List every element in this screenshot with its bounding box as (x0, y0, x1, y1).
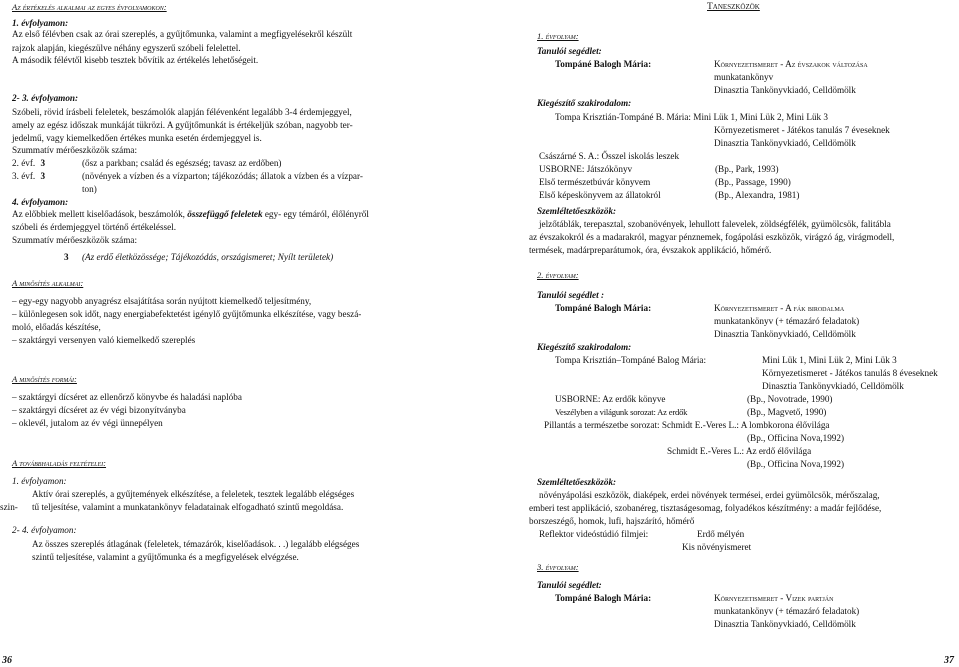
author-name: Tompáné Balogh Mária: (555, 593, 652, 603)
author-name: Tompáné Balogh Mária: (555, 303, 652, 313)
topics: (ősz a parkban; család és egészség; tavasz az erdőben) (82, 158, 282, 168)
book-title: Környezetismeret - Az évszakok változása (714, 59, 868, 69)
literature-line (555, 355, 897, 366)
grade-label: 3. évf. (12, 171, 36, 181)
literature-line: Környezetismeret - Játékos tanulás 7 éveseknek (714, 125, 890, 135)
grade3-tools-heading: 3. évfolyam: (537, 562, 579, 572)
literature-line: (Bp., Officina Nova,1992) (747, 433, 845, 443)
grade1-text-line: Az első félévben csak az órai szereplés, a gyűjtőmunka, valamint a megfigyelésekről készült (12, 29, 353, 39)
summative-row-grade4 (12, 252, 334, 263)
grade4-text-line (12, 209, 369, 220)
count-value: 3 (40, 171, 46, 181)
list-item: – oklevél, jutalom az év végi ünnepélyen (12, 418, 163, 428)
literature-line: Dinasztia Tankönyvkiadó, Celldömölk (762, 381, 904, 391)
progression-text-line (0, 502, 344, 513)
topics: (növények a vízben és a vízparton; tájékozódás; állatok a vízben és a vízpar- (82, 171, 363, 181)
student-aid-label: Tanulói segédlet: (537, 46, 602, 56)
student-aid-label: Tanulói segédlet : (537, 290, 605, 300)
visual-aids-text: termések, madárpreparátumok, óra, évszakok applikáció, hőmérő. (529, 245, 772, 255)
title-text: USBORNE: Játszókönyv (539, 164, 633, 174)
progression-grade1-heading: 1. évfolyamon: (12, 476, 67, 486)
literature-line: Császárné S. A.: Ősszel iskolás leszek (539, 151, 680, 161)
book-subtitle: munkatankönyv (+ témazáró feladatok) (714, 316, 860, 326)
summative-label: Szummatív mérőeszközök száma: (12, 145, 138, 155)
list-item: – szaktárgyi versenyen való kiemelkedő szereplés (12, 335, 196, 345)
summative-label: Szummatív mérőeszközök száma: (12, 235, 138, 245)
text-run: egy- egy témáról, élőlényről (262, 209, 369, 219)
grade23-text-line: amely az egész időszak munkáját tükrözi. A gyűjtőmunkát is értékeljük szóban, nagyobb ter- (12, 120, 353, 130)
list-item: – szaktárgyi dícséret az ellenőrző könyvbe és haladási naplóba (12, 392, 242, 402)
progression-grade24-heading: 2- 4. évfolyamon: (12, 525, 77, 535)
title-text: Első természetbúvár könyvem (539, 177, 651, 187)
literature-line (539, 164, 779, 175)
section-title-qualification-forms: A minősítés formái: (12, 374, 77, 384)
publisher-text: (Bp., Passage, 1990) (715, 177, 791, 187)
progression-text-line: szintű teljesítése, valamint a gyűjtőmunka és a megfigyelések elvégzése. (32, 552, 299, 562)
grade4-text-line: szóbeli és érdemjeggyel történő értékeléssel. (12, 222, 177, 232)
author-name: Tompáné Balogh Mária: (555, 59, 652, 69)
grade1-tools-heading: 1. évfolyam: (537, 31, 579, 41)
visual-aids-text: jelzőtáblák, terepasztal, szobanövények, lehullott falevelek, zöldségfélék, gyümölcsök, falitábla (539, 219, 891, 229)
grade23-text-line: jedelmű, vagy kiemelkedően értékes munka esetén érdemjeggyel is. (12, 133, 262, 143)
supplementary-literature-label: Kiegészítő szakirodalom: (537, 98, 632, 108)
grade1-text-line: rajzok alapján, kiegészülve néhány egyszerű szóbeli felelettel. (12, 43, 241, 53)
text-run: Az előbbiek mellett kiselőadások, beszámolók, (12, 209, 188, 219)
grade23-heading: 2- 3. évfolyamon: (12, 93, 79, 103)
page-header-tools: Taneszközök (707, 2, 760, 12)
publisher-text: (Bp., Park, 1993) (715, 164, 779, 174)
supplementary-literature-label: Kiegészítő szakirodalom: (537, 342, 632, 352)
progression-text-line: Az összes szereplés átlagának (feleletek, témazárók, kiselőadások. . .) legalább elégséges (32, 539, 360, 549)
label-text: Reflektor videóstúdió filmjei: (539, 529, 649, 539)
count-value: 3 (64, 252, 69, 262)
title-text: Első képeskönyvem az állatokról (539, 190, 661, 200)
book-publisher: Dinasztia Tankönyvkiadó, Celldömölk (714, 619, 856, 629)
hyphen-fragment: szin- (0, 502, 18, 512)
literature-line: Tompa Krisztián-Tompáné B. Mária: Mini Lük 1, Mini Lük 2, Mini Lük 3 (555, 112, 829, 122)
grade-label: 2. évf. (12, 158, 36, 168)
title-text: Mini Lük 1, Mini Lük 2, Mini Lük 3 (762, 355, 897, 365)
visual-aids-text (539, 529, 745, 540)
grade1-text-line: A második félévtől kisebb tesztek bővítik az értékelés lehetőségeit. (12, 55, 259, 65)
student-aid-label: Tanulói segédlet: (537, 580, 602, 590)
literature-line (539, 177, 791, 188)
literature-line: (Bp., Officina Nova,1992) (747, 459, 845, 469)
title-text: USBORNE: Az erdők könyve (555, 394, 666, 404)
publisher-text: (Bp., Alexandra, 1981) (715, 190, 800, 200)
literature-line (555, 407, 827, 418)
book-subtitle: munkatankönyv (+ témazáró feladatok) (714, 606, 860, 616)
book-title: Környezetismeret - Vizek partján (714, 593, 834, 603)
book-subtitle: munkatankönyv (714, 72, 774, 82)
topics-continuation: ton) (82, 184, 97, 194)
title-text: Veszélyben a világunk sorozat: Az erdők (555, 407, 688, 417)
count-value: 3 (40, 158, 46, 168)
section-title-qualification-occasions: A minősítés alkalmai: (12, 278, 84, 288)
visual-aids-text: növényápolási eszközök, diaképek, erdei növények termései, erdei gyümölcsök, mérőszalag, (539, 490, 880, 500)
list-item: – egy-egy nagyobb anyagrész elsajátítása során nyújtott kiemelkedő teljesítmény, (12, 296, 312, 306)
list-item-continuation: moló, előadás készítése, (12, 322, 101, 332)
book-publisher: Dinasztia Tankönyvkiadó, Celldömölk (714, 329, 856, 339)
page-number-left: 36 (2, 655, 12, 666)
visual-aids-text: emberi test applikáció, szobanéreg, tisztaságesomag, folyadékos készítmény: a madár fejlődése, (529, 503, 882, 513)
literature-line: Környezetismeret - Játékos tanulás 8 éveseknek (762, 368, 938, 378)
grade1-heading: 1. évfolyamon: (12, 18, 69, 28)
list-item: – különlegesen sok időt, nagy energiabefektetést igénylő gyűjtőmunka elkészítése, vagy beszá- (12, 309, 362, 319)
summative-row-grade2 (12, 158, 282, 169)
list-item: – szaktárgyi dícséret az év végi bizonyítványba (12, 405, 186, 415)
literature-line: Schmidt E.-Veres L.: Az erdő élővilága (667, 446, 812, 456)
grade23-text-line: Szóbeli, rövid írásbeli feleletek, beszámolók alapján félévenként legalább 3-4 érdemjeggyel, (12, 107, 352, 117)
literature-line: Dinasztia Tankönyvkiadó, Celldömölk (714, 138, 856, 148)
visual-aids-text: borszeszégő, homok, lufi, hajszárító, hőmérő (529, 516, 695, 526)
text-run: tű teljesítése, valamint a munkatankönyv feladatainak elfogadható szintű megoldása. (32, 502, 344, 512)
visual-aids-text: az évszakokról és a madarakról, magyar pénznemek, fogápolási eszközök, virágzó ág, virágmodell, (529, 232, 895, 242)
section-title-progression: A továbbhaladás feltételei: (12, 458, 107, 468)
book-title: Környezetismeret - A fák birodalma (714, 303, 845, 313)
page-number-right: 37 (944, 655, 954, 666)
topics: (Az erdő életközössége; Tájékozódás, országismeret; Nyílt területek) (82, 252, 334, 262)
literature-line (539, 190, 800, 201)
film-title: Erdő mélyén (697, 529, 745, 539)
section-title-evaluation: Az értékelés alkalmai az egyes évfolyamokon: (12, 2, 167, 12)
grade2-tools-heading: 2. évfolyam: (537, 270, 579, 280)
publisher-text: (Bp., Magvető, 1990) (747, 407, 827, 417)
visual-aids-label: Szemléltetőeszközök: (537, 477, 617, 487)
author-text: Tompa Krisztián–Tompáné Balog Mária: (555, 355, 707, 365)
literature-line (555, 394, 833, 405)
publisher-text: (Bp., Novotrade, 1990) (747, 394, 833, 404)
grade4-heading: 4. évfolyamon: (12, 197, 69, 207)
film-title: Kis növényismeret (682, 542, 752, 552)
literature-line: Pillantás a természetbe sorozat: Schmidt E.-Veres L.: A lombkorona élővilága (544, 420, 830, 430)
summative-row-grade3 (12, 171, 363, 182)
progression-text-line: Aktív órai szereplés, a gyűjtemények elkészítése, a feleletek, tesztek legalább elégséges (32, 489, 355, 499)
book-publisher: Dinasztia Tankönyvkiadó, Celldömölk (714, 85, 856, 95)
emphasis-text: összefüggő feleletek (187, 209, 263, 219)
visual-aids-label: Szemléltetőeszközök: (537, 206, 617, 216)
